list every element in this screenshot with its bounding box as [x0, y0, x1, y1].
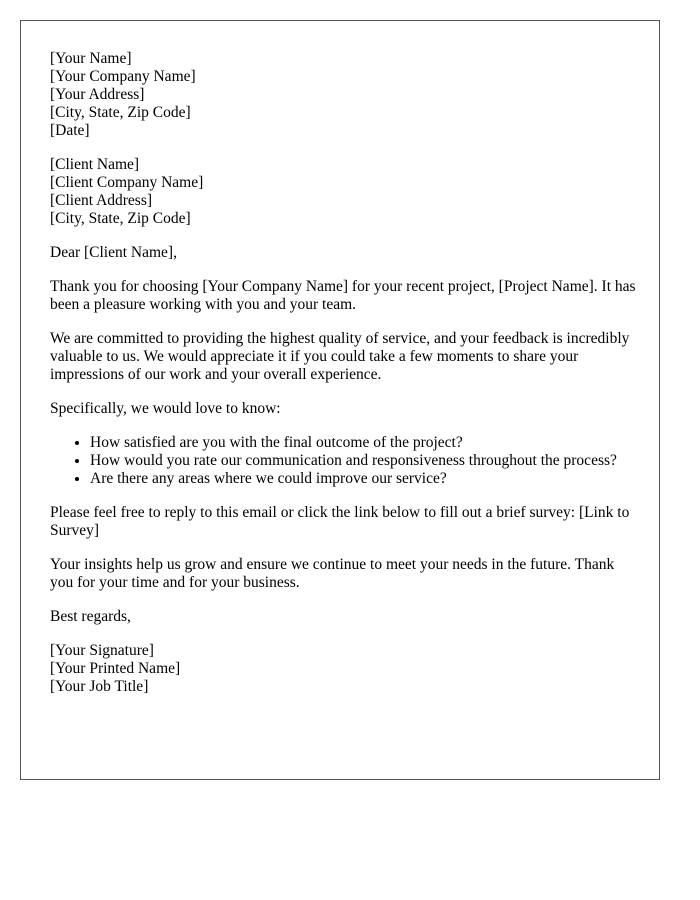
body-paragraph-3: Specifically, we would love to know:	[50, 400, 281, 417]
letter-page	[20, 20, 660, 780]
salutation: Dear [Client Name],	[50, 244, 177, 261]
list-item: • Are there any areas where we could improve our service?	[90, 470, 638, 488]
recipient-company: [Client Company Name]	[50, 174, 204, 191]
signature: [Your Signature]	[50, 642, 154, 659]
sender-city-state-zip: [City, State, Zip Code]	[50, 104, 191, 121]
printed-name: [Your Printed Name]	[50, 660, 181, 677]
sender-name: [Your Name]	[50, 50, 132, 67]
sender-company: [Your Company Name]	[50, 68, 196, 85]
body-paragraph-1: Thank you for choosing [Your Company Name] for your recent project, [Project Name]. It has been a pleasure working with you and your team.	[50, 278, 636, 313]
sender-block	[50, 50, 638, 140]
job-title: [Your Job Title]	[50, 678, 149, 695]
letter-content	[50, 50, 638, 712]
recipient-address: [Client Address]	[50, 192, 153, 209]
closing: Best regards,	[50, 608, 131, 625]
body-paragraph-4: Please feel free to reply to this email or click the link below to fill out a brief survey: [Link to Survey]	[50, 504, 630, 539]
body-paragraph-5: Your insights help us grow and ensure we continue to meet your needs in the future. Thank you for your time and for your business.	[50, 556, 615, 591]
sender-address: [Your Address]	[50, 86, 145, 103]
recipient-name: [Client Name]	[50, 156, 140, 173]
recipient-block	[50, 156, 638, 228]
question-list	[50, 434, 638, 488]
body-paragraph-2: We are committed to providing the highest quality of service, and your feedback is incredibly valuable to us. We would appreciate it if you could take a few moments to share your impressions of our work and your overall experience.	[50, 330, 630, 383]
signature-block	[50, 642, 638, 696]
list-item: • How satisfied are you with the final outcome of the project?	[90, 434, 638, 452]
recipient-city-state-zip: [City, State, Zip Code]	[50, 210, 191, 227]
letter-date: [Date]	[50, 122, 90, 139]
list-item: • How would you rate our communication and responsiveness throughout the process?	[90, 452, 638, 470]
